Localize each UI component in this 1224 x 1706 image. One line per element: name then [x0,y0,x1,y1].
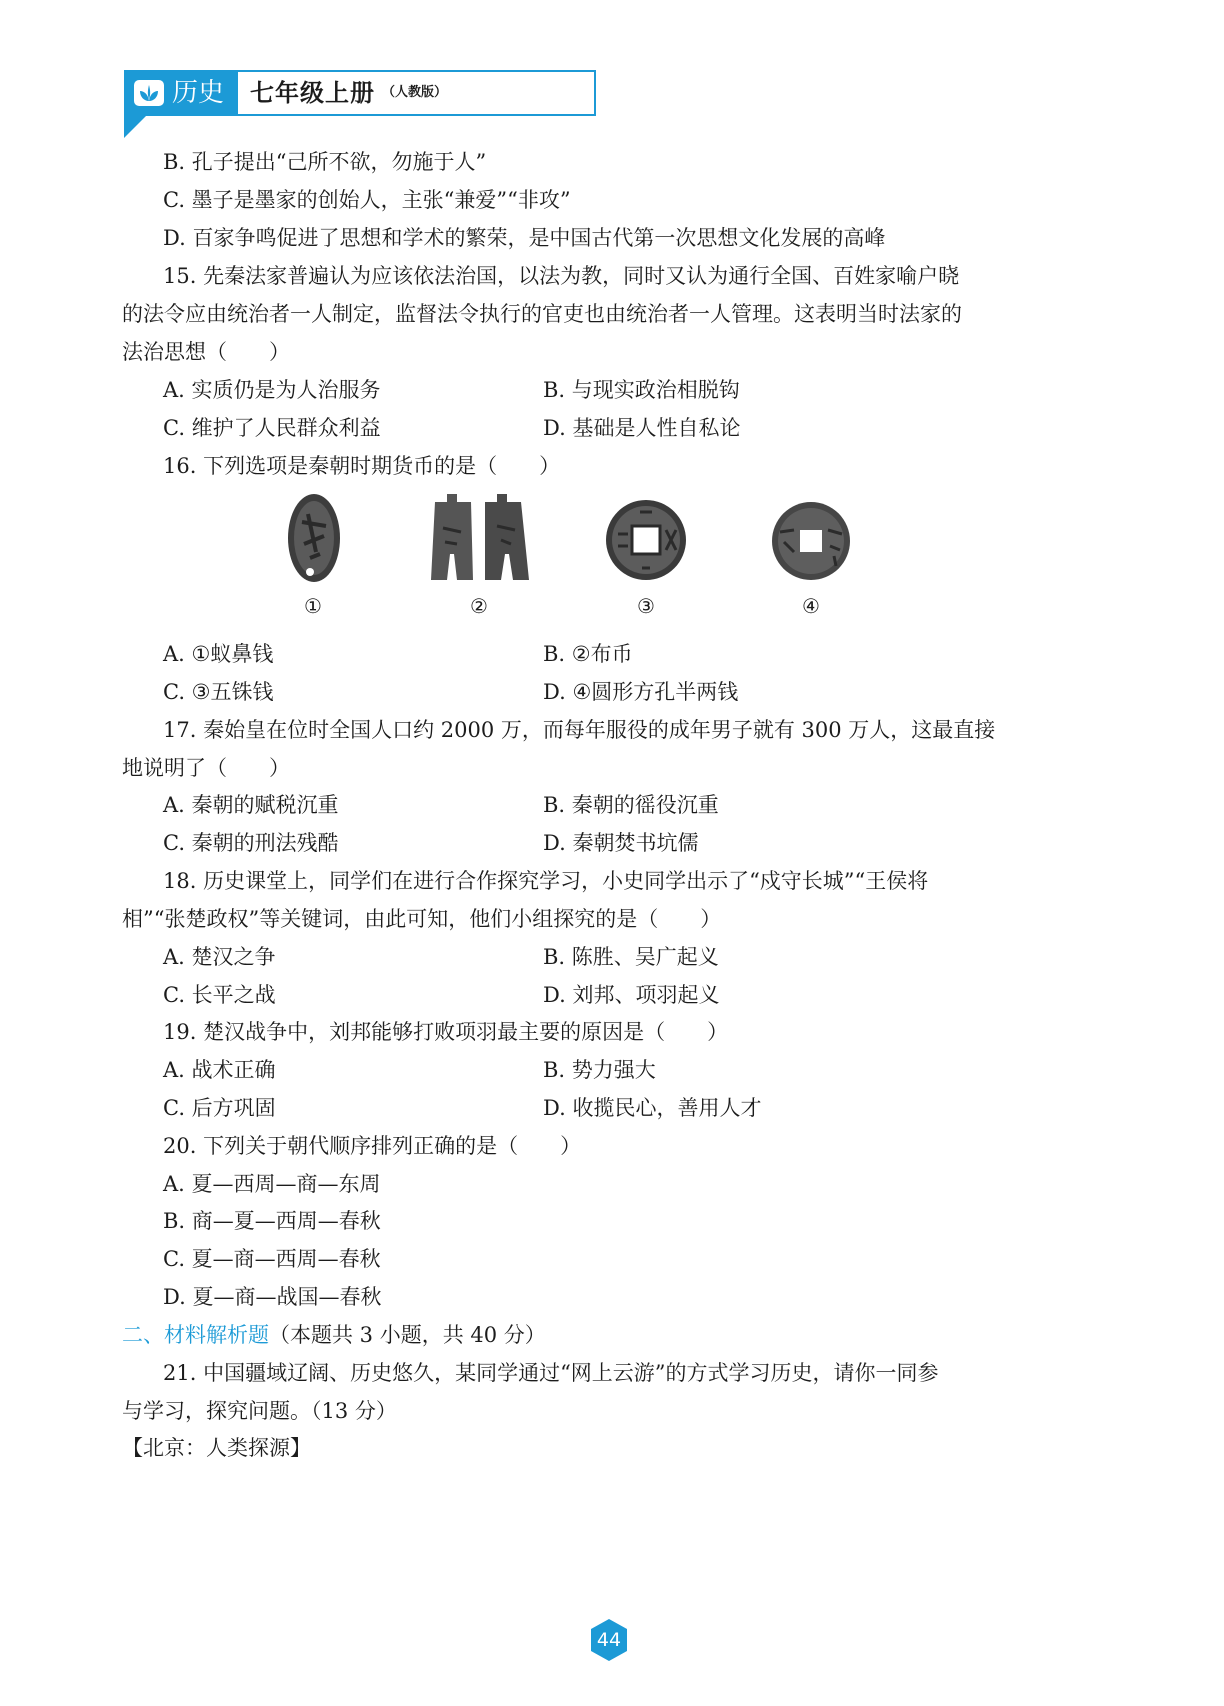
ant-nose-coin-icon [286,492,342,592]
q20-option-a: A. 夏—西周—商—东周 [163,1172,381,1196]
q19-option-d: D. 收揽民心，善用人才 [543,1096,762,1120]
edition-label: （人教版） [382,85,448,100]
subject-tab [124,70,236,116]
q16-stem: 16. 下列选项是秦朝时期货币的是（ ） [163,454,561,478]
q20-stem: 20. 下列关于朝代顺序排列正确的是（ ） [163,1134,582,1158]
subject-title: 历史 [172,78,225,108]
q17-option-a: A. 秦朝的赋税沉重 [163,793,339,817]
q16-option-a: A. ①蚁鼻钱 [163,642,274,666]
q15-stem-line1: 15. 先秦法家普遍认为应该依法治国，以法为教，同时又认为通行全国、百姓家喻户晓 [163,264,960,288]
q18-option-a: A. 楚汉之争 [163,945,276,969]
q19-option-b: B. 势力强大 [543,1058,656,1082]
coin-label-3: ③ [637,594,655,618]
section-heading [122,1320,546,1350]
q20-option-d: D. 夏—商—战国—春秋 [163,1285,382,1309]
banliang-coin-icon [770,500,852,586]
q18-stem-line1: 18. 历史课堂上，同学们在进行合作探究学习，小史同学出示了“戍守长城”“王侯将 [163,869,929,893]
q19-option-c: C. 后方巩固 [163,1096,276,1120]
grade-box [236,70,596,116]
q17-option-d: D. 秦朝焚书坑儒 [543,831,699,855]
q19-stem: 19. 楚汉战争中，刘邦能够打败项羽最主要的原因是（ ） [163,1020,729,1044]
header-corner-tab [124,116,146,138]
q18-option-c: C. 长平之战 [163,983,276,1007]
q19-option-a: A. 战术正确 [163,1058,276,1082]
coin-label-2: ② [470,594,488,618]
q16-option-d: D. ④圆形方孔半两钱 [543,680,739,704]
q15-option-d: D. 基础是人性自私论 [543,416,741,440]
q15-stem-line2: 的法令应由统治者一人制定，监督法令执行的官吏也由统治者一人管理。这表明当时法家的 [122,302,962,326]
q14-option-d: D. 百家争鸣促进了思想和学术的繁荣，是中国古代第一次思想文化发展的高峰 [163,226,886,250]
q21-stem-line1: 21. 中国疆域辽阔、历史悠久，某同学通过“网上云游”的方式学习历史，请你一同参 [163,1361,939,1385]
page-number-badge [590,1618,628,1662]
q15-stem-line3: 法治思想（ ） [122,340,290,364]
q20-option-b: B. 商—夏—西周—春秋 [163,1209,381,1233]
q18-stem-line2: 相”“张楚政权”等关键词，由此可知，他们小组探究的是（ ） [122,907,722,931]
section-title: 二、材料解析题 [122,1323,269,1347]
spade-coin-icon [427,492,533,586]
section-note: （本题共 3 小题，共 40 分） [269,1323,546,1347]
q18-option-b: B. 陈胜、吴广起义 [543,945,719,969]
q16-option-c: C. ③五铢钱 [163,680,274,704]
q15-option-b: B. 与现实政治相脱钩 [543,378,740,402]
q14-option-c: C. 墨子是墨家的创始人，主张“兼爱”“非攻” [163,188,571,212]
q17-option-b: B. 秦朝的徭役沉重 [543,793,719,817]
coin-label-1: ① [304,594,322,618]
q14-option-b: B. 孔子提出“己所不欲，勿施于人” [163,150,487,174]
q21-subheading: 【北京：人类探源】 [122,1436,311,1460]
wuzhu-coin-icon [604,498,688,586]
q20-option-c: C. 夏—商—西周—春秋 [163,1247,381,1271]
q21-stem-line2: 与学习，探究问题。（13 分） [122,1399,397,1423]
q18-option-d: D. 刘邦、项羽起义 [543,983,720,1007]
grade-title: 七年级上册 [250,78,375,107]
q17-stem-line2: 地说明了（ ） [122,756,290,780]
q17-stem-line1: 17. 秦始皇在位时全国人口约 2000 万，而每年服役的成年男子就有 300 万人，这最直接 [163,718,996,742]
coin-label-4: ④ [802,594,820,618]
q15-option-c: C. 维护了人民群众利益 [163,416,381,440]
leaf-book-icon [134,80,164,106]
q17-option-c: C. 秦朝的刑法残酷 [163,831,339,855]
q16-option-b: B. ②布币 [543,642,633,666]
page-number: 44 [596,1629,622,1651]
q15-option-a: A. 实质仍是为人治服务 [163,378,381,402]
